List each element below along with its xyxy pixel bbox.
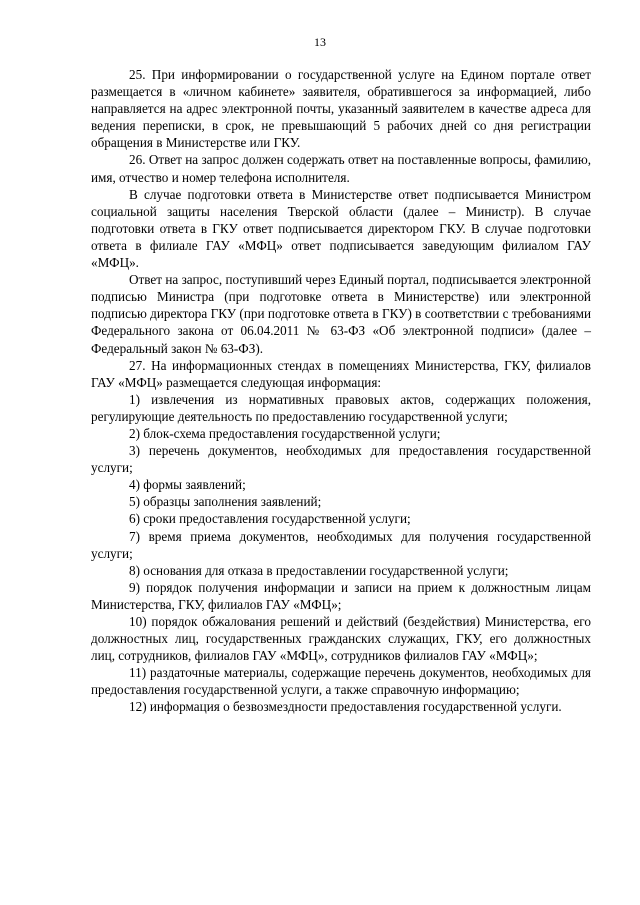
paragraph-signing-response: В случае подготовки ответа в Министерстве ответ подписывается Министром социальной защиты населения Тверской области (далее – Министр). В случае подготовки ответа в ГКУ ответ подписывается директором ГКУ. В случае подготовки ответа в филиале ГАУ «МФЦ» ответ подписывается заведующим филиалом ГАУ «МФЦ». <box>91 186 591 271</box>
list-item-4: 4) формы заявлений; <box>129 477 246 493</box>
paragraph-25: 25. При информировании о государственной услуге на Едином портале ответ размещается в «личном кабинете» заявителя, обратившегося за информацией, либо направляется на адрес электронной почты, указанный заявителем в качестве адреса для ведения переписки, в срок, не превышающий 5 рабочих дней со дня регистрации обращения в Министерстве или ГКУ. <box>91 67 591 151</box>
list-item-9: 9) порядок получения информации и записи на прием к должностным лицам Министерства, ГКУ, филиалов ГАУ «МФЦ»; <box>91 579 591 612</box>
list-item-7: 7) время приема документов, необходимых для получения государственной услуги; <box>91 528 591 561</box>
list-item-2: 2) блок-схема предоставления государственной услуги; <box>129 425 441 441</box>
list-item-10: 10) порядок обжалования решений и действий (бездействия) Министерства, его должностных лиц, государственных гражданских служащих, ГКУ, его должностных лиц, сотрудников, филиалов ГАУ «МФЦ», сотрудников филиалов ГАУ «МФЦ»; <box>91 614 591 664</box>
list-item-6: 6) сроки предоставления государственной услуги; <box>129 511 411 527</box>
paragraph-27: 27. На информационных стендах в помещениях Министерства, ГКУ, филиалов ГАУ «МФЦ» размещается следующая информация: <box>91 357 591 390</box>
list-item-1: 1) извлечения из нормативных правовых актов, содержащих положения, регулирующие деятельность по предоставлению государственной услуги; <box>91 391 591 424</box>
paragraph-electronic-signature: Ответ на запрос, поступивший через Единый портал, подписывается электронной подписью Министра (при подготовке ответа в Министерстве) или электронной подписью директора ГКУ (при подготовке ответа в ГКУ) в соответствии с требованиями Федерального закона от 06.04.2011 № 63-ФЗ «Об электронной подписи» (далее – Федеральный закон № 63-ФЗ). <box>91 272 591 356</box>
list-item-3: 3) перечень документов, необходимых для предоставления государственной услуги; <box>91 443 591 476</box>
list-item-5: 5) образцы заполнения заявлений; <box>129 494 322 510</box>
list-item-11: 11) раздаточные материалы, содержащие перечень документов, необходимых для предоставления государственной услуги, а также справочную информацию; <box>91 665 591 698</box>
page-number: 13 <box>314 35 326 49</box>
document-body <box>91 66 591 716</box>
paragraph-26: 26. Ответ на запрос должен содержать ответ на поставленные вопросы, фамилию, имя, отчество и номер телефона исполнителя. <box>91 152 591 185</box>
list-item-12: 12) информация о безвозмездности предоставления государственной услуги. <box>129 699 562 715</box>
list-item-8: 8) основания для отказа в предоставлении государственной услуги; <box>129 562 509 578</box>
